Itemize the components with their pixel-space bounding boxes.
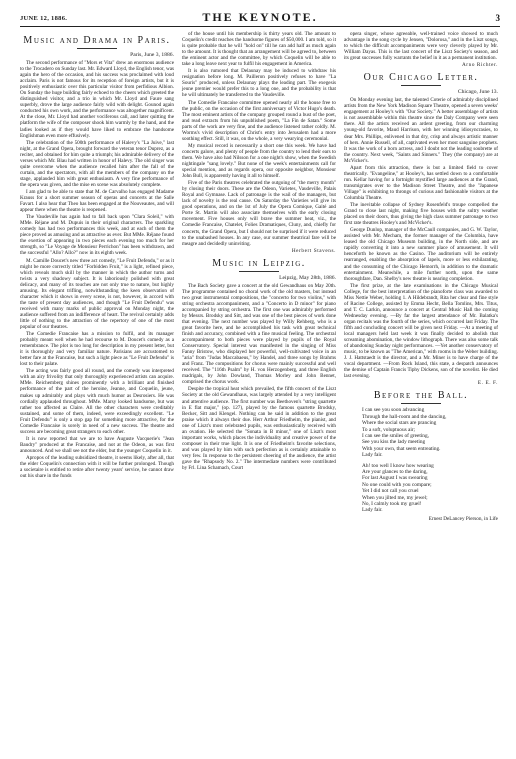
poem-line: To a soft, voluptuous air;: [362, 426, 416, 433]
paragraph: The first prize, at the late examinations in the Chicago Musical College, for the best interpretation of the pianoforte class was awarded to Miss Nettie Weber, holding 1. A Hildebrandt, Rita her clear and fine style of Racine College, assisted by Emma Hecht, Bella Tomlins, Mrs. Titus, and T. C. Larkin, announce a concert at Central Music Hall the coming Wednesday evening. —By far the largest attendance of Mr. Balatka's organ recitals was the fourth of the series, which occurred last Friday. The fifth and concluding concert will be given next Friday. —At a meeting of local managers held last week it was finally decided to abolish that screaming abomination, the window lithograph. There was also some talk of abandoning Sunday night performances. —Yet another conservatory of music, to be known as "The American," with rooms in the Weber building. J. J. Hattstaedt is the director, and a Mr. Miner is to have charge of the vocal department. —From Rock Island, this state, a despatch announces the demise of Captain Francis Tiphy Dickens, son of the novelist. He died last evening.: [344, 282, 498, 380]
article-columns: [20, 31, 500, 522]
paragraph: Five of the Paris theatres celebrated the outgoing of "the merry month" by closing their doors. These are the Odeon, Varietes, Vaudeville, Palais Royal and Gymnase. Lack of patronage is the wail of the managers, but lack of novelty is the real cause. On Saturday the Varieties will give its good operations, and on the 1st of July the Opera Comique, Gaité and Porte St. Martin will also associate themselves with the early closing movement. Five houses only will brave the summer heat, viz., the Comedie Francaise, Chatelet, Folies Dramatiques, Cluny, and, chiefly for concerts, the Grand Opera, but I should not be surprised if it were reduced to the unabashed houses. In any case, our summer theatrical fare will be meagre and decidedly uninviting.: [182, 180, 336, 247]
poem-line: I can see the smiles of greeting,: [362, 433, 429, 440]
article-dateline-chicago: Chicago, June 13.: [457, 89, 498, 96]
column-3: [344, 31, 498, 522]
article-body-paris-continued: [182, 31, 336, 247]
paragraph: Despite the tropical heat which prevailed, the fifth concert of the Liszt Society at the old Gewandhaus, was largely attended by a very intelligent and attentive audience. The first number was Beethoven's "string quartette in E flat major," (op. 127), played by the famous quartette Brodsky, Becker, Sitt and Klengel. Nothing can be said in addition to the great praise which it always their due. Herr Arthur Friedheim, the pianist, and one of Liszt's most celebrated pupils, was enthusiastically received with an ovation. He selected the "Sonata in B minor," one of Liszt's most important works, which places the individuality and creative power of the composer in their true light. It is one of Friedheim's favorite selections, and was played by him with such perfection as is certainly attainable to very few. In response to the persistent cheering of the audience, the artist gave the "Rhapsody No. 2." The intermediate numbers were contributed by Frl. Lina Schamach, Court: [182, 386, 336, 472]
article-body-chicago: [344, 97, 498, 379]
poem-line: When you jilted me, my jewel;: [362, 494, 428, 501]
paragraph: The second performance of "Mors et Vita" drew an enormous audience to the Trocadero on Sunday last. Mr. Edward Lloyd, the English tenor, was again the hero of the occasion, and his success was proclaimed with loud acclaim. Paris is not famous for its reception of foreign artists, but it is positively enthusiastic over this particular visitor from perfidious Albion. On Sunday the huge building fairly echoed to the cheers which greeted the distinguished visitor, and a trio in which Mr. Lloyd and Faure sang superbly, drove the large audience fairly wild with delight. Gounod again conducted his own work, and the performance was altogether magnificent. At the close, Mr. Lloyd had another vociferous call, and later quitting the platform the wife of the composer shook him warmly by the hand, and the ladies looked as if they would have liked to embrace the handsome Englishman even more effusively.: [20, 60, 174, 139]
poem-line: For last August I was swearing: [362, 475, 428, 482]
article-heading-paris: Music and Drama in Paris.: [23, 35, 171, 46]
poem-attribution: Ernest DeLancey Pierson, in Life: [428, 515, 498, 522]
heading-rule: [239, 271, 279, 272]
paragraph: It is now reported that we are to have Auguste Vacquerie's "Jean Baudry" produced at the Francaise, and not at the Odeon, as was first announced. And we shall see not the elder, but the younger Coquelin in it.: [20, 435, 174, 454]
article-body-paris: [20, 60, 174, 479]
paragraph: I am glad to be able to state that M. de Carvalho has engaged Madame Krauss for a short summer season of operas and concerts at the Salle Favart. I also hear that Theo has been engaged at the Nouveautes, and will appear there when the theatre is reopened.: [20, 188, 174, 214]
heading-rule: [401, 403, 441, 404]
paragraph: opera singer, whose agreeable, well-trained voice showed to much advantage in the song cycle by Jensen, "Dolorosa," and in the Liszt songs, to which the difficult accompaniments were very cleverly played by Mr. William Dayas. This is the last concert of the Liszt Society's season, and its great successes fully warrants the belief in it as a permanent institution.: [344, 31, 498, 62]
poem-line: Yet I did not call you cruel: [362, 488, 419, 495]
paragraph: The Bach Society gave a concert at the old Gewandhaus on May 20th. The programme contained no choral work of the old masters, but instead two great instrumental compositions, the "concerto for two violins," with string orchestra accompaniment, and a "Concerto in D minor" for piano accompanied by string orchestra. The first one was admirably performed by Messrs. Brodsky and Sitt, and was one of the best pieces of work done that evening. The next number was played by Willy Rehberg, who is a great favorite here, and he accomplished his task with great technical finish and accuracy, combined with a fine musical feeling. The orchestral accompaniment to both pieces were played by pupils of the Royal Conservatory. Special interest was manifested in the singing of Miss Fanny Bristow, who displayed her powerful, well-cultivated voice in an "aria" from "Judas Maccabaeus," by Handel, and three songs by Brahms and Franz. The compositions for chorus were mainly successful and well received. The "116th Psalm" by H. von Herzogenberg, and three English madrigals, by John Dowland, Thomas Morley and John Bennet, comprised the chorus work.: [182, 282, 336, 386]
article-dateline-paris: Paris, June 3, 1886.: [130, 52, 174, 58]
page-number: 3: [495, 13, 500, 23]
paragraph: The inevitable collapse of Sydney Rosenfeld's troupe compelled the Grand to close last night, making five houses with the sultry weather placed on their doors, thus giving the high class summer patronage to two first rate theatres Hooley's and McVicker's.: [344, 202, 498, 227]
paragraph: Apropos of the leading subsidized theatre, it seems likely, after all, that the elder Coquelin's connection with it will be further prolonged. Though a societaire is entitled to retire after twenty years' service, he cannot draw out his share in the funds: [20, 455, 174, 480]
poem-line: Are your glances to the daring,: [362, 469, 428, 476]
paragraph: Apart from this attraction, there is but a limited field to cover theatrically. "Evangeline," at Hooley's, has settled down to a comfortable run. Kellar having for a fortnight mystified large audiences at the Grand, transmigrates over to the Madison Street Theatre, and the "Japanese Village" is exhibiting to throngs of curious and fashionable visitors at the Columbia Theatre.: [344, 164, 498, 201]
poem-heading: Before the Ball.: [373, 390, 469, 402]
paragraph: The Comedie Francaise has a mission to fulfil, and its manager probably meant well when he had recourse to M. Doucet's comedy as a remembrance. The plot is too long for description in my present letter, but it is thoroughly and very familiar nature. Parisians are accustomed to better fare at the Francaise, but such a light piece as "Le Fruit Defendu" is lost to their palate.: [20, 331, 174, 368]
poem-line: Ah! too well I know how wearing: [362, 462, 434, 469]
poem-line: See you kiss the lady meeting: [362, 439, 426, 446]
column-2: [182, 31, 336, 522]
paragraph: It is also rumored that Delaunay may be induced to withdraw his resignation before long. M. Pailleron positively refuses to have "La Souris" produced, unless Delaunay plays the leading part. The exegesis jeune premier would prefer this to a long one, and the probability is that he will ultimately be transferred to the Vaudeville.: [182, 68, 336, 99]
column-1: [20, 31, 174, 522]
poem-line: With your own, that seem entreating.: [362, 445, 441, 452]
paragraph: The celebration of the 500th performance of Halevy's "La Juive," last night, at the Grand Opera, brought forward the veteran tenor Duprez, as a reciter, and obtained for him quite a triumph; his admirable delivery of the verses which Mr. Blau had written in honor of Halevy. The old singer was quite overcome when the audience recalled him after the fall of the curtain, and the spectators, with all the members of the company on the stage, applauded him with great enthusiasm. A very fine performance of the opera was given, and the mise en scene was absolutely complete.: [20, 139, 174, 188]
article-heading-chicago: Our Chicago Letter.: [363, 72, 479, 84]
poem-line: Lady fair.: [362, 507, 383, 514]
article-heading-leipzig: Music in Leipzig.: [212, 257, 306, 269]
heading-rule: [401, 85, 441, 86]
poem-line: Lady fair.: [362, 452, 383, 459]
paragraph: The Vaudeville has again had to fall back upon "Clara Soleil," with MMe. Réjane and M. Dupuis in their original characters. The sparkling comedy has had two performances this week, and at each of them the piece proved as amusing and as attractive as ever. But MMe. Réjane found the exertion of appearing in two pieces each evening too much for her strength, so "Le Voyage de Monsieur Perrichon" has been withdrawn, and the successful "Allo? Allo?" now in its eighth week.: [20, 214, 174, 257]
paragraph: The acting was fairly good all round, and the comedy was interpreted with an airy frivolity that only thoroughly experienced artists can acquire. MMe. Reichemberg shines prominently with a brilliant and finished performance of the part of the heroine, Jeanne, and Coquelin, jeune, makes up admirably and plays with much humor as Desrosiers. He was cordially applauded throughout. MMe. Marsy looked handsome, but was rather too affected as Claire. All the other characters were creditably sustained, and some of them, indeed, were exceedingly excellent. "Le Fruit Defendu" is only a stop gap for something more attractive, for the Comedie Francaise is sorely in need of a new success. The theatre and success are becoming great strangers to each other.: [20, 368, 174, 435]
paragraph: George Dunlop, manager of the McCaull companies, and G. W. Taylor, assisted with Mr. Mecham, the former manager of the Columbia, have leased the old Chicago Museum building, in the North side, and are rapidly converting it into a new summer place of amusement. It will henceforth be known as the Casino. The auditorium will be entirely rearranged, enabling the absorption of lapels, more or less exhilarating, and the consuming of the Chicago Hemorrh, in addition to the dramatic entertainment. Meanwhile, a mile further north, upon the same thoroughfare, Dan. Shelby's new theatre is nearing completion.: [344, 227, 498, 282]
paragraph: of the house until his membership is thirty years old. The amount to Coquelin's credit reaches the handsome figures of $50,000. I am told, so it is quite probable that he will "hold on" till he can add half as much again to the amount. It is thought that an arrangement will be agreed to, between the eminent actor and the committee, by which Coquelin will be able to take a long leave next year to fulfil his engagement in America.: [182, 31, 336, 68]
article-body-leipzig: [182, 283, 336, 471]
masthead: [20, 10, 500, 27]
article-signature: E. E. F.: [477, 380, 498, 387]
paragraph: On Monday evening last, the talented Coterie of admirably disciplined artists from the New York Madison Square Theatre, opened a seven weeks' engagement at Hooley's with "Our Society." A better assemblage of artists is not assemblable within this theatre since the Daly Company were seen there. All the artists received an ardent greeting, from our charming young-old favorite, Maud Harrison, with her winning idiosyncrasies, to dear Mrs. Phillips, enlivened in that dry, crisp and always artistic manner of hers. Annie Russell, of all, captivated even her most sanguine prophets. It was the work of a born actress, and I doubt not the leading soubrette of the country. Next week, "Saints and Sinners." They (the company) are at McVicker's.: [344, 97, 499, 164]
article-signature: Arno Richter.: [461, 62, 498, 69]
newspaper-title: THE KEYNOTE.: [202, 10, 318, 24]
paragraph: The Comedie Francaise committee opened nearly all the house free to the public, on the occasion of the first anniversary of Victor Hugo's death. The most eminent artists of the company grouped round a bust of the poet, and read extracts from his unpublished poem, "La Fin de Satan." Some parts of the work are very fine, and the audience listened rather coldly. M. Worms's vivid description of Christ's entry into Jerusalem had a more soothing effect. Still, it was, on the whole, a very wearying ceremonial.: [182, 99, 336, 142]
poem-line: No one could with you compare;: [362, 481, 432, 488]
poem-line: Where the social stars are prancing: [362, 420, 437, 427]
poem-line: Through the hall-room and the dancing,: [362, 413, 447, 420]
poem-body: [344, 407, 498, 514]
heading-rule: [77, 48, 117, 49]
article-dateline-leipzig: Leipzig, May 28th, 1886.: [279, 274, 336, 281]
poem-line: No, I calmly took my gruel!: [362, 501, 422, 508]
paragraph: My musical record is necessarily a short one this week. We have had concerts galore, and plenty of people from the country to lend their ears to them. We have also had Nilsson for a one night's show, when the Swedish nightingale "sang lovely." But none of the week's entertainments call for special mention, and as regards opera, our opposite neighbor, Monsieur John Bull, is apparently having it all to himself.: [182, 142, 336, 180]
issue-date: JUNE 12, 1886.: [20, 15, 68, 22]
paragraph: M. Camille Doucet's new three act comedy, "Le Fruit Defendu," or as it might be more correctly titled "Forbidden Fruit," is a light, refined piece, which reveals much skill by the manner in which the author turns and twists a very shadowy subject. It is laboriously polished with great delicacy, and many of its touches are not only true to nature, but highly amusing. Its elegant trifling, notwithstanding the keen observation of character which it shows in every scene, is not, however, in accord with the taste of present day audiences, and though "Le Fruit Defendu" was received with many marks of public approval on Monday night, the audience suffered from an indifference of heart. The revival certainly adds little of nothing to the attraction of the repertory of one of the most popular of our theatres.: [20, 257, 174, 331]
poem-line: I can see you soon advancing: [362, 407, 425, 414]
article-signature: Herbert Stavens.: [291, 247, 336, 254]
article-body-leipzig-continued: [344, 31, 498, 61]
